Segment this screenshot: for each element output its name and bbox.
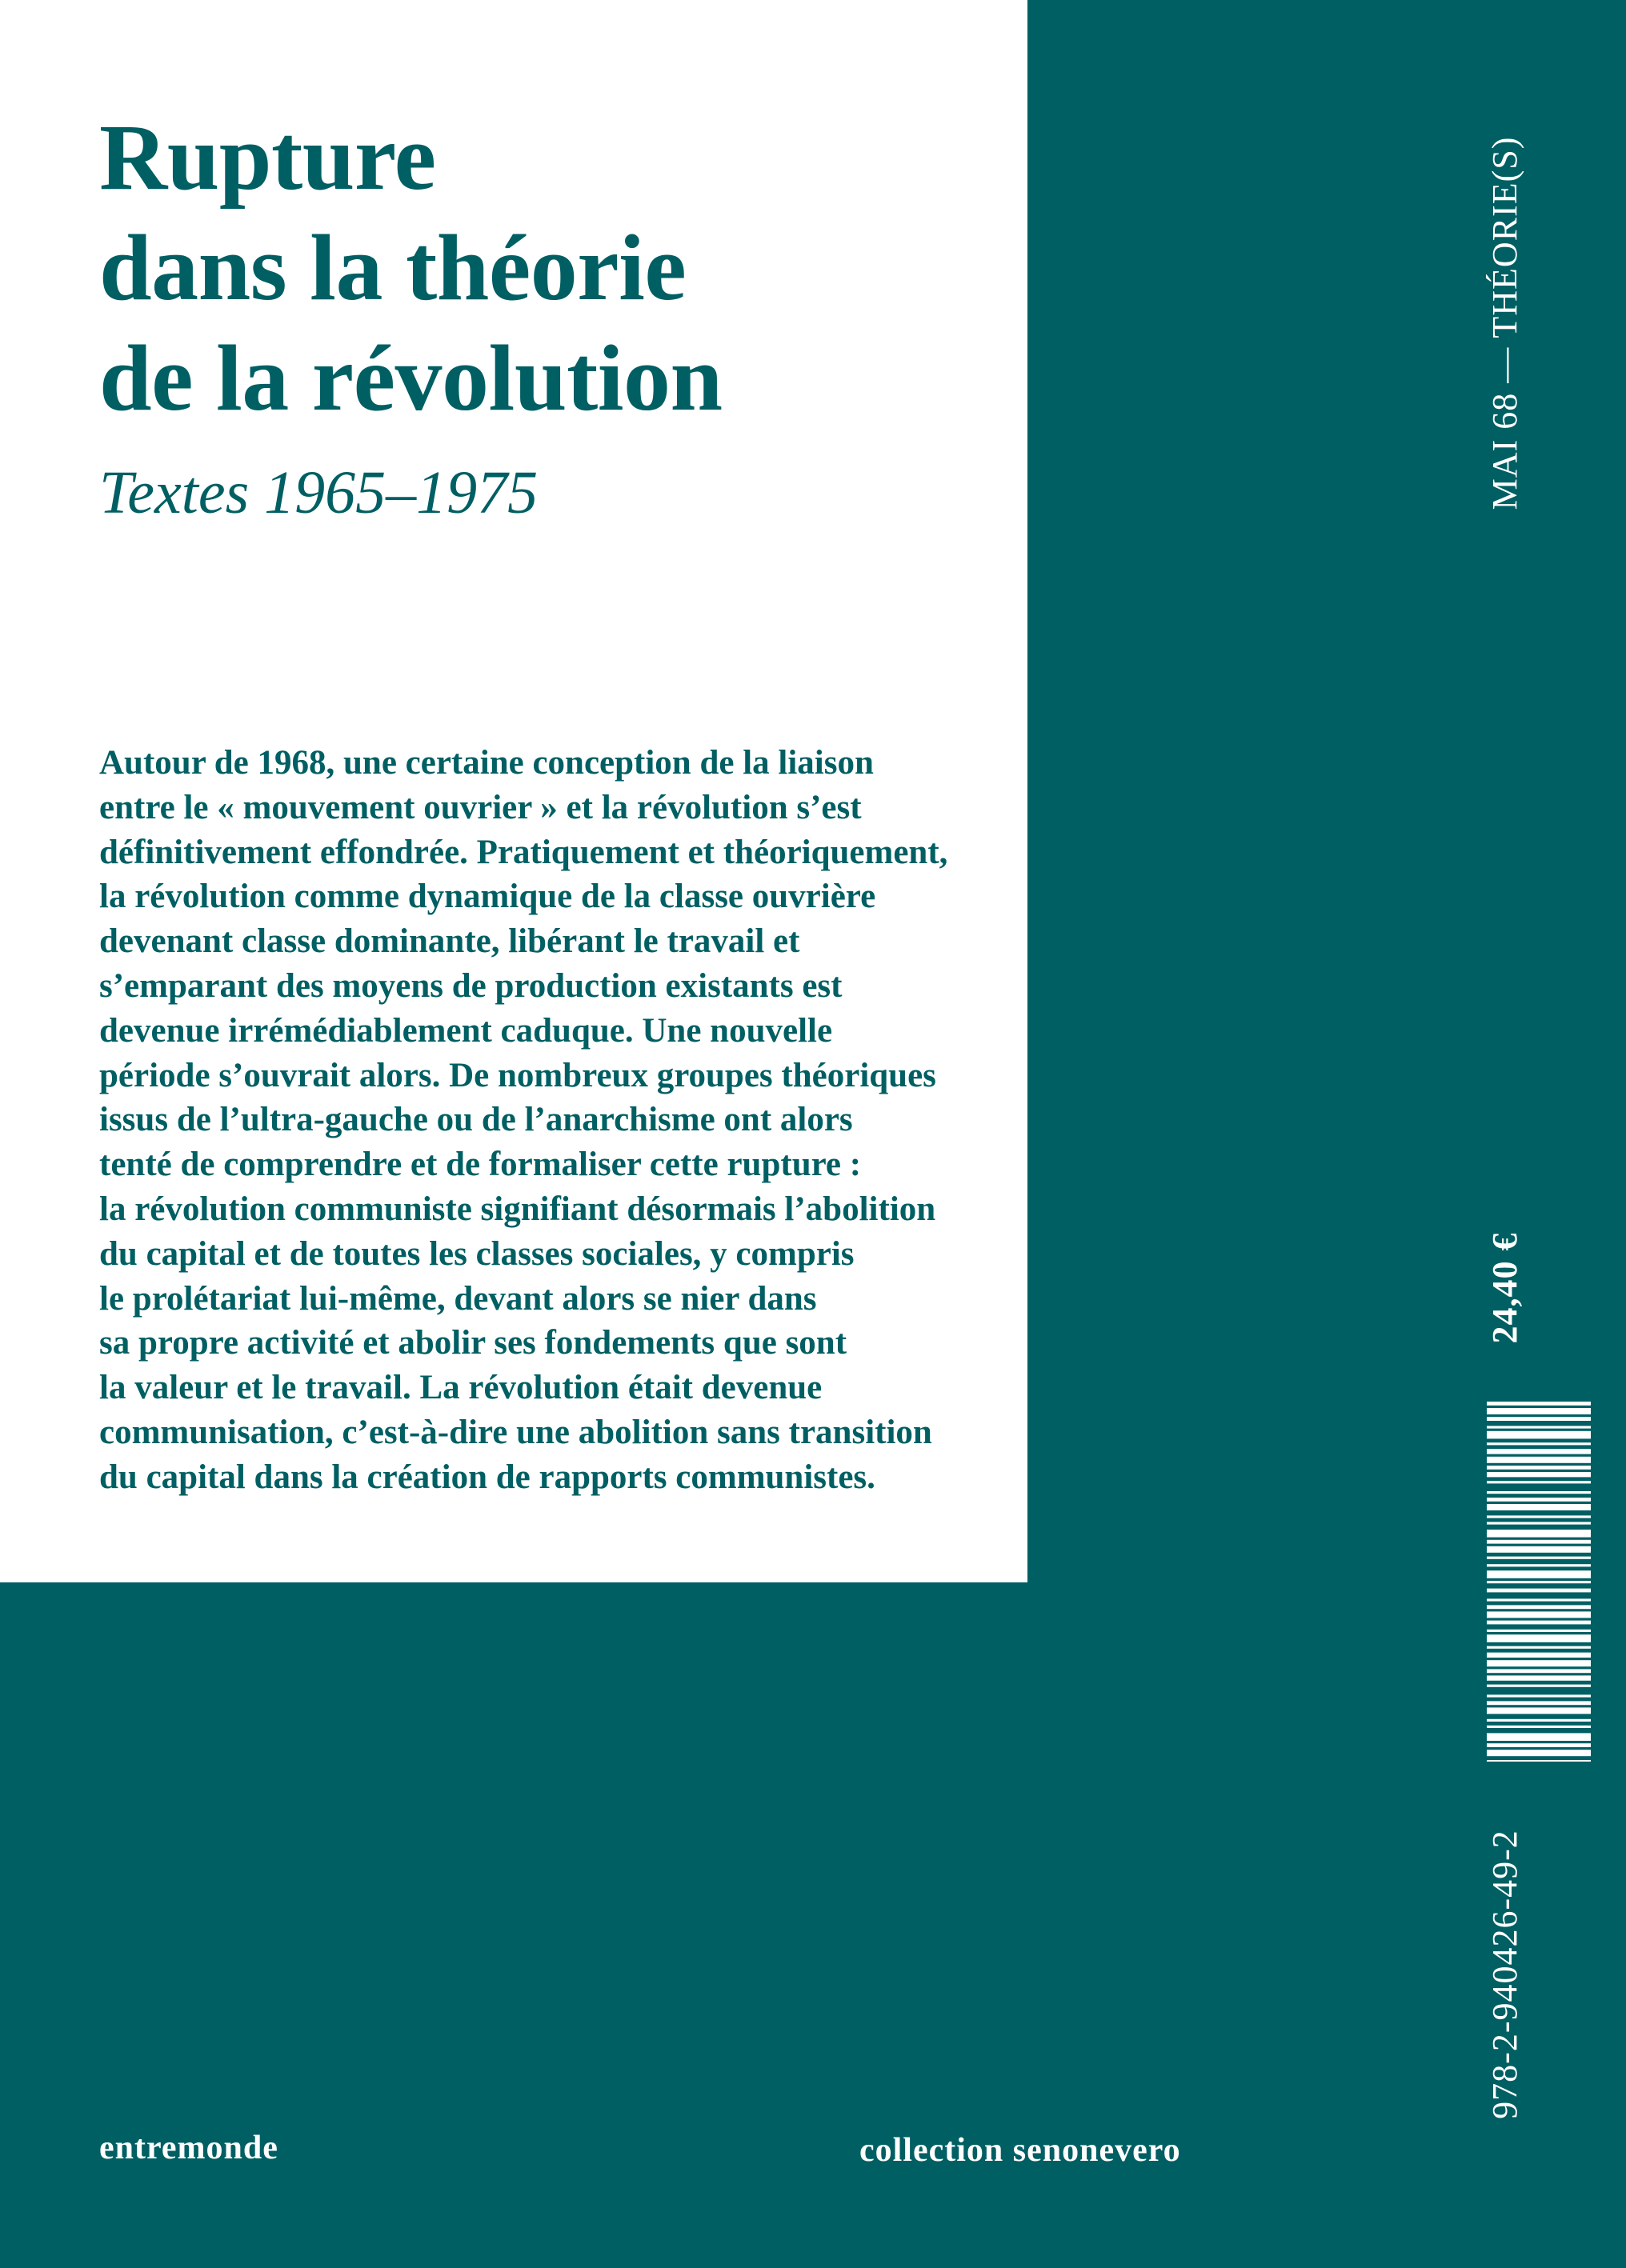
publisher-name: entremonde xyxy=(99,2130,278,2166)
blurb-line: devenue irrémédiablement caduque. Une nouvelle xyxy=(99,1011,833,1050)
price-label: 24,40 € xyxy=(1485,1232,1524,1344)
blurb-line: issus de l’ultra-gauche ou de l’anarchisme ont alors xyxy=(99,1101,853,1139)
blurb-line: période s’ouvrait alors. De nombreux groupes théoriques xyxy=(99,1056,936,1094)
blurb-line: s’emparant des moyens de production existants est xyxy=(99,966,843,1005)
blurb-line: la valeur et le travail. La révolution était devenue xyxy=(99,1369,823,1407)
blurb-line: tenté de comprendre et de formaliser cette rupture : xyxy=(99,1146,862,1184)
blurb-line: définitivement effondrée. Pratiquement et théoriquement, xyxy=(99,833,948,871)
book-title xyxy=(99,102,723,434)
blurb-line: la révolution communiste signifiant désormais l’abolition xyxy=(99,1190,936,1228)
blurb-line: du capital dans la création de rapports communistes. xyxy=(99,1458,875,1496)
collection-name: collection senonevero xyxy=(859,2132,1181,2169)
isbn-label: 978-2-940426-49-2 xyxy=(1485,1830,1524,2119)
blurb-line: communisation, c’est-à-dire une abolition sans transition xyxy=(99,1413,932,1451)
book-title-line-2: dans la théorie xyxy=(99,215,687,320)
blurb-line: sa propre activité et abolir ses fondements que sont xyxy=(99,1324,847,1362)
book-blurb xyxy=(99,741,947,1500)
series-label: MAI 68 — THÉORIE(S) xyxy=(1485,136,1524,510)
barcode-icon xyxy=(1487,1402,1591,1762)
blurb-line: le prolétariat lui-même, devant alors se nier dans xyxy=(99,1279,817,1318)
blurb-line: devenant classe dominante, libérant le travail et xyxy=(99,922,800,961)
blurb-line: Autour de 1968, une certaine conception de la liaison xyxy=(99,744,874,782)
blurb-line: la révolution comme dynamique de la classe ouvrière xyxy=(99,878,876,916)
back-cover-panel xyxy=(0,0,1027,1582)
book-subtitle: Textes 1965–1975 xyxy=(99,459,539,526)
book-title-line-3: de la révolution xyxy=(99,326,723,430)
blurb-line: entre le « mouvement ouvrier » et la révolution s’est xyxy=(99,788,862,826)
book-title-line-1: Rupture xyxy=(99,105,436,210)
blurb-line: du capital et de toutes les classes sociales, y compris xyxy=(99,1234,855,1273)
